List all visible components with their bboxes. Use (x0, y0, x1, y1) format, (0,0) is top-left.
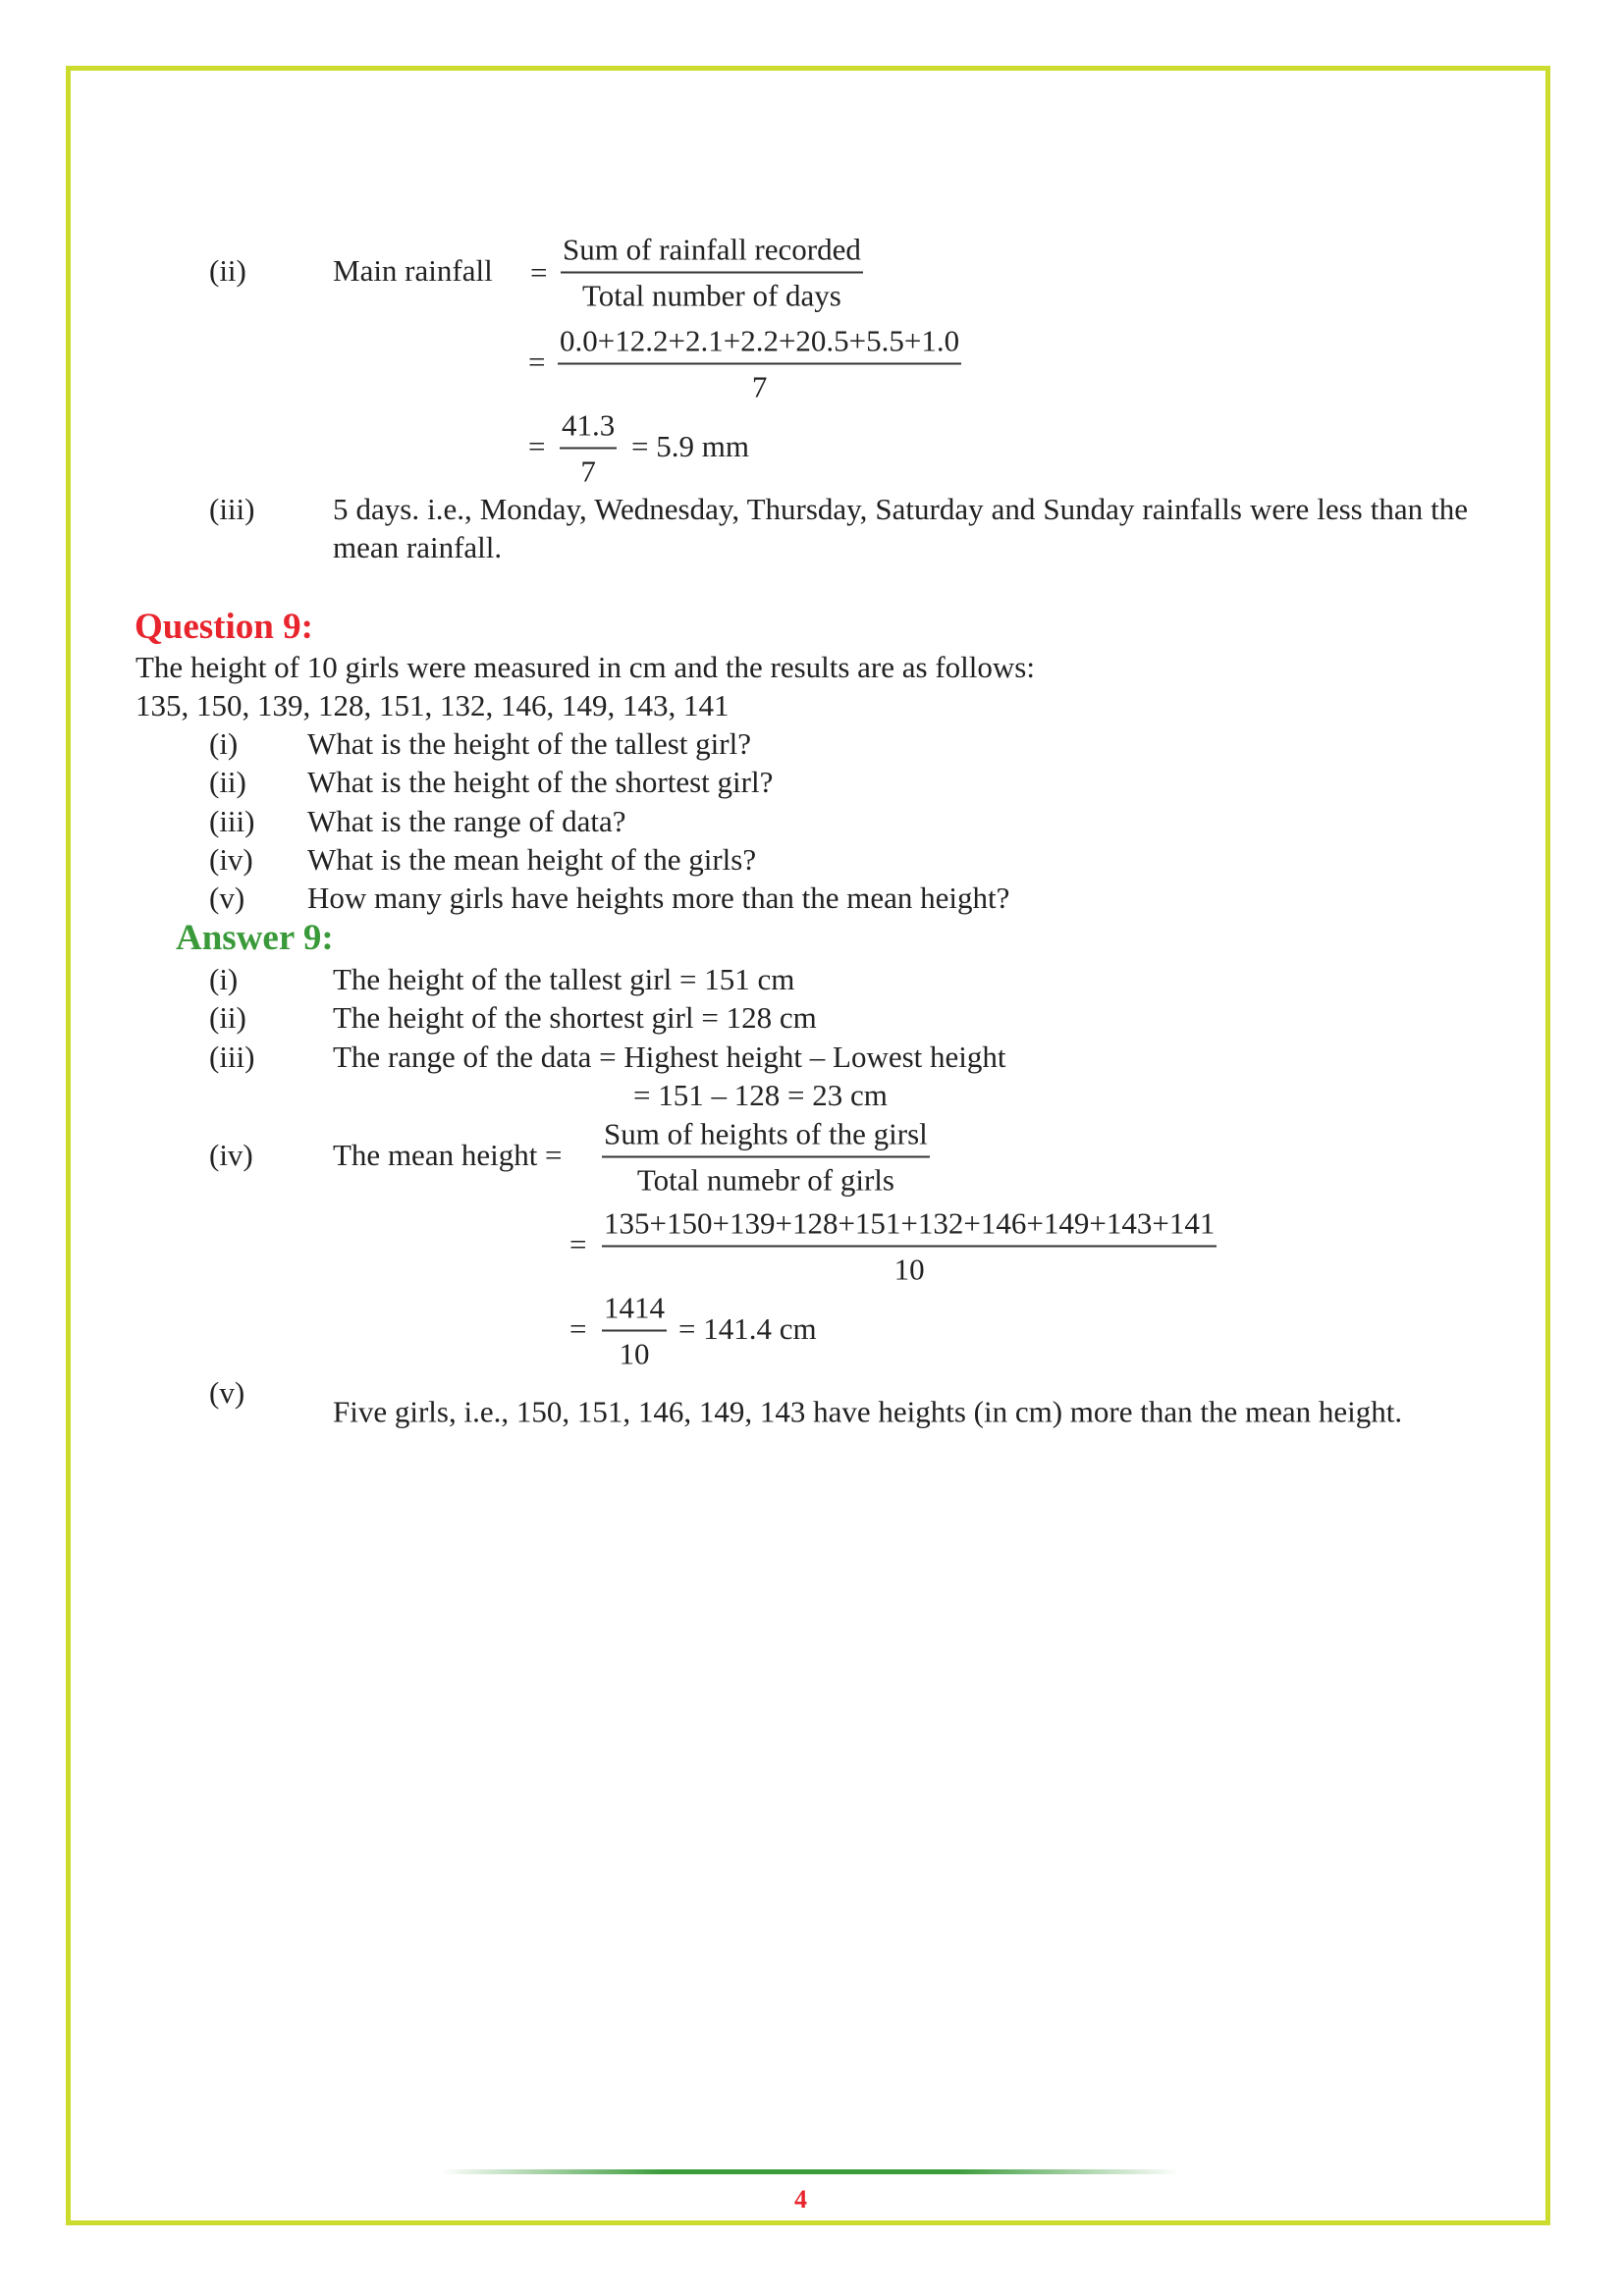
fraction-bar (561, 272, 863, 274)
numerator: 135+150+139+128+151+132+146+149+143+141 (604, 1205, 1216, 1241)
item-label: (iii) (209, 804, 255, 838)
mean-rainfall-label: Main rainfall (333, 253, 493, 288)
answer-heading: Answer 9: (176, 918, 334, 958)
range-result: = 151 – 128 = 23 cm (633, 1078, 888, 1112)
equals-sign: = (528, 429, 546, 463)
denominator: 10 (619, 1336, 650, 1371)
mean-height-label: The mean height = (333, 1138, 563, 1172)
item-label: (v) (209, 881, 245, 915)
answer-text: Five girls, i.e., 150, 151, 146, 149, 143 have heights (in cm) more than the mean height. (333, 1394, 1403, 1429)
denominator: Total number of days (582, 278, 841, 313)
fraction-bar (560, 448, 617, 450)
denominator: 7 (580, 454, 596, 489)
fraction-result (602, 1290, 667, 1373)
fraction-bar (602, 1246, 1217, 1248)
numerator: Sum of rainfall recorded (563, 232, 861, 267)
item-label: (ii) (209, 765, 246, 799)
footer-divider (440, 2169, 1179, 2174)
equals-sign: = (569, 1311, 587, 1346)
item-label: (ii) (209, 1000, 246, 1035)
numerator: 41.3 (562, 407, 616, 443)
fraction-bar (558, 363, 961, 365)
equals-sign: = (569, 1227, 587, 1261)
answer-text: The range of the data = Highest height – Lowest height (333, 1040, 1006, 1074)
question-item: How many girls have heights more than the mean height? (307, 881, 1010, 915)
fraction-formula (602, 1116, 930, 1200)
item-label: (ii) (209, 253, 246, 288)
rainfall-result: = 5.9 mm (631, 429, 749, 463)
denominator: 7 (751, 369, 768, 404)
question-data: 135, 150, 139, 128, 151, 132, 146, 149, 143, 141 (135, 688, 730, 722)
fraction-bar (602, 1330, 667, 1332)
question-text: The height of 10 girls were measured in cm and the results are as follows: (135, 650, 1035, 684)
equals-sign: = (530, 255, 548, 290)
answer-text: The height of the shortest girl = 128 cm (333, 1000, 817, 1035)
question-item: What is the height of the tallest girl? (307, 726, 751, 761)
item-label: (iv) (209, 842, 253, 877)
answer-text: 5 days. i.e., Monday, Wednesday, Thursday, Saturday and Sunday rainfalls were less than the mean rainfall. (333, 492, 1468, 564)
fraction-sum (558, 323, 961, 406)
item-label: (v) (209, 1375, 245, 1410)
mean-height-result: = 141.4 cm (678, 1311, 817, 1346)
item-label: (i) (209, 962, 239, 996)
question-item: What is the height of the shortest girl? (307, 765, 774, 799)
item-label: (iii) (209, 492, 255, 526)
equals-sign: = (528, 345, 546, 379)
answer-text: The height of the tallest girl = 151 cm (333, 962, 795, 996)
item-label: (i) (209, 726, 239, 761)
question-heading: Question 9: (135, 607, 313, 647)
denominator: Total numebr of girls (636, 1162, 894, 1198)
question-item: What is the mean height of the girls? (307, 842, 757, 877)
numerator: 1414 (604, 1290, 665, 1325)
numerator: 0.0+12.2+2.1+2.2+20.5+5.5+1.0 (560, 323, 960, 358)
numerator: Sum of heights of the girsl (604, 1116, 928, 1151)
item-label: (iv) (209, 1138, 253, 1172)
fraction-sum (602, 1205, 1217, 1289)
item-label: (iii) (209, 1040, 255, 1074)
fraction-formula (561, 232, 863, 315)
fraction-result (560, 407, 617, 491)
page-number: 4 (794, 2185, 807, 2214)
question-item: What is the range of data? (307, 804, 626, 838)
fraction-bar (602, 1156, 930, 1158)
denominator: 10 (893, 1252, 925, 1287)
